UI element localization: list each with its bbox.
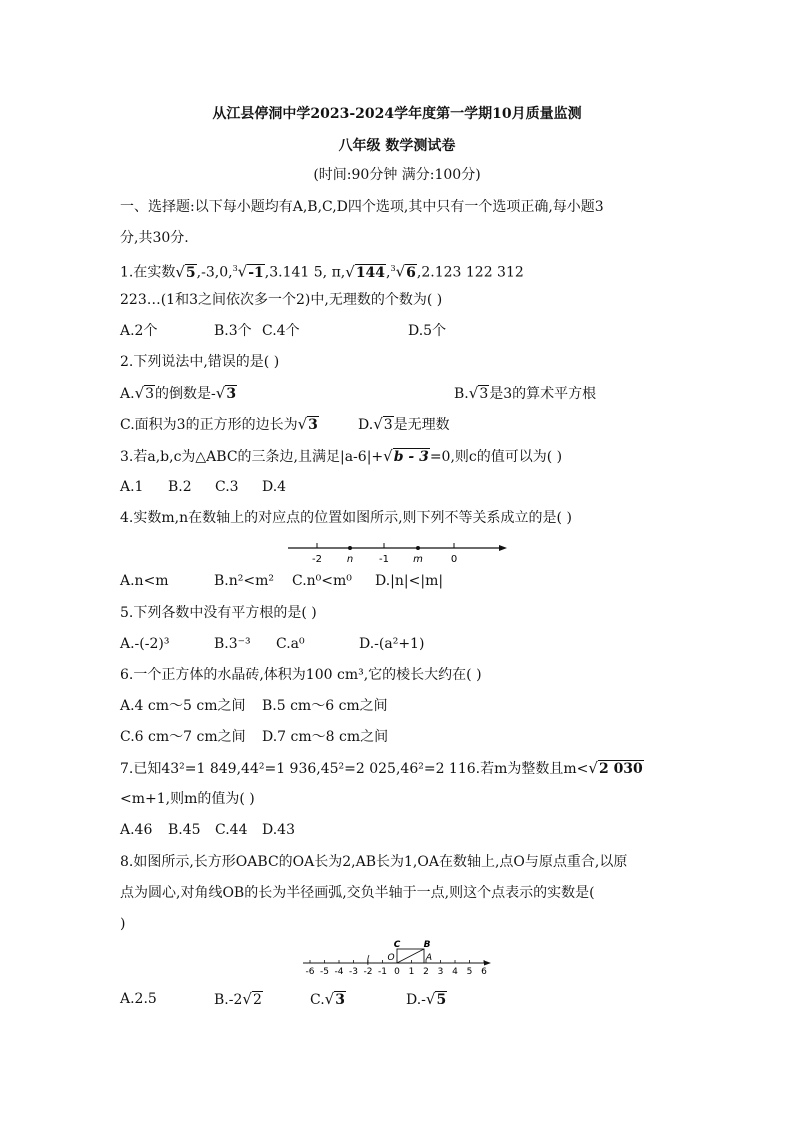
q8-option-c[interactable]: C.√3 bbox=[310, 990, 345, 1008]
tick-label: -4 bbox=[334, 967, 344, 977]
point-c: C bbox=[393, 940, 401, 950]
q1-option-a[interactable]: A.2个 bbox=[120, 323, 158, 339]
sqrt-5: √5 bbox=[175, 262, 196, 281]
cbrt-neg-1: $^3$√-1 bbox=[232, 262, 264, 281]
question-4-stem: 4.实数m,n在数轴上的对应点的位置如图所示,则下列不等关系成立的是( ) bbox=[120, 510, 572, 526]
q5-option-c[interactable]: C.a⁰ bbox=[276, 636, 305, 652]
question-8-stem: 8.如图所示,长方形OABC的OA长为2,AB长为1,OA在数轴上,点O与原点重合,以原 bbox=[120, 854, 628, 870]
axis-label-neg2: -2 bbox=[312, 554, 322, 565]
number-line-q4 bbox=[283, 537, 513, 571]
tick-label: 4 bbox=[452, 967, 458, 977]
point-b: B bbox=[423, 940, 431, 950]
q2-option-c[interactable]: C.面积为3的正方形的边长为√3 bbox=[120, 415, 318, 433]
q8-option-a[interactable]: A.2.5 bbox=[120, 991, 157, 1007]
sqrt-144: √144 bbox=[345, 262, 386, 281]
q4-option-c[interactable]: C.n⁰<m⁰ bbox=[292, 573, 352, 589]
tick-label: 6 bbox=[481, 967, 487, 977]
q4-option-a[interactable]: A.n<m bbox=[120, 573, 169, 589]
question-7-stem: 7.已知43²=1 849,44²=1 936,45²=2 025,46²=2 116.若m为整数且m<√2 030 bbox=[120, 759, 643, 777]
question-2-stem: 2.下列说法中,错误的是( ) bbox=[120, 354, 280, 370]
exam-subtitle: 八年级 数学测试卷 bbox=[338, 138, 456, 154]
axis-label-0: 0 bbox=[450, 554, 458, 565]
q6-option-b[interactable]: B.5 cm～6 cm之间 bbox=[262, 698, 388, 714]
q2-option-a[interactable]: A.√3的倒数是-√3 bbox=[120, 384, 237, 402]
q5-option-d[interactable]: D.-(a²+1) bbox=[359, 636, 425, 652]
q2-option-d[interactable]: D.√3是无理数 bbox=[358, 415, 450, 433]
q1-option-d[interactable]: D.5个 bbox=[408, 323, 447, 339]
q3-option-c[interactable]: C.3 bbox=[215, 479, 239, 495]
tick-label: -5 bbox=[320, 967, 329, 977]
section-instructions-cont: 分,共30分. bbox=[120, 230, 189, 246]
cbrt-6: $^3$√6 bbox=[390, 262, 416, 281]
question-8-stem-cont: 点为圆心,对角线OB的长为半径画弧,交负半轴于一点,则这个点表示的实数是( bbox=[120, 885, 595, 901]
question-6-stem: 6.一个正方体的水晶砖,体积为100 cm³,它的棱长大约在( ) bbox=[120, 667, 482, 683]
q5-option-a[interactable]: A.-(-2)³ bbox=[120, 636, 170, 652]
diagonal-ob bbox=[397, 949, 424, 963]
q3-option-b[interactable]: B.2 bbox=[168, 479, 192, 495]
q3-option-d[interactable]: D.4 bbox=[262, 479, 287, 495]
tick-label: 0 bbox=[394, 967, 400, 977]
q6-option-d[interactable]: D.7 cm～8 cm之间 bbox=[262, 729, 389, 745]
q7-option-c[interactable]: C.44 bbox=[215, 822, 248, 838]
tick-label: 2 bbox=[423, 967, 429, 977]
axis-label-neg1: -1 bbox=[379, 554, 389, 565]
q1-option-c[interactable]: C.4个 bbox=[262, 323, 300, 339]
q7-option-d[interactable]: D.43 bbox=[262, 822, 295, 838]
question-1-stem-cont: 223…(1和3之间依次多一个2)中,无理数的个数为( ) bbox=[120, 292, 443, 308]
section-instructions: 一、选择题:以下每小题均有A,B,C,D四个选项,其中只有一个选项正确,每小题3 bbox=[120, 199, 604, 215]
number-line-q8 bbox=[300, 936, 495, 984]
question-7-stem-cont: <m+1,则m的值为( ) bbox=[120, 791, 255, 807]
q2-option-b[interactable]: B.√3是3的算术平方根 bbox=[454, 384, 597, 402]
point-a: A bbox=[425, 953, 433, 963]
q3-option-a[interactable]: A.1 bbox=[120, 479, 144, 495]
axis-label-m: m bbox=[413, 554, 423, 565]
axis-label-n: n bbox=[346, 554, 354, 565]
q5-option-b[interactable]: B.3⁻³ bbox=[214, 636, 251, 652]
q4-option-b[interactable]: B.n²<m² bbox=[214, 573, 274, 589]
q6-option-c[interactable]: C.6 cm～7 cm之间 bbox=[120, 729, 246, 745]
question-3-stem: 3.若a,b,c为△ABC的三条边,且满足|a-6|+√b - 3=0,则c的值可以为( ) bbox=[120, 447, 563, 465]
question-5-stem: 5.下列各数中没有平方根的是( ) bbox=[120, 605, 317, 621]
exam-meta: (时间:90分钟 满分:100分) bbox=[313, 167, 481, 183]
tick-label: -3 bbox=[349, 967, 358, 977]
tick-label: -2 bbox=[363, 967, 373, 977]
sqrt-b-minus-3: √b - 3 bbox=[383, 447, 429, 465]
sqrt-2030: √2 030 bbox=[588, 759, 643, 777]
q7-option-b[interactable]: B.45 bbox=[168, 822, 201, 838]
tick-label: -6 bbox=[305, 967, 315, 977]
point-o: O bbox=[387, 953, 395, 963]
q8-option-b[interactable]: B.-2√2 bbox=[214, 990, 262, 1008]
tick-label: 5 bbox=[466, 967, 473, 977]
tick-label: 3 bbox=[437, 967, 444, 977]
q8-option-d[interactable]: D.-√5 bbox=[406, 990, 447, 1008]
question-8-stem-end: ) bbox=[120, 916, 126, 932]
question-1-stem: 1.在实数√5,-3,0,$^3$√-1,3.141 5, π,√144,$^3$√6,2.123 122 312 bbox=[120, 260, 524, 282]
q7-option-a[interactable]: A.46 bbox=[120, 822, 153, 838]
tick-label: 1 bbox=[408, 967, 415, 977]
q1-option-b[interactable]: B.3个 bbox=[214, 323, 252, 339]
q6-option-a[interactable]: A.4 cm～5 cm之间 bbox=[120, 698, 246, 714]
q4-option-d[interactable]: D.|n|<|m| bbox=[375, 573, 444, 589]
tick-label: -1 bbox=[378, 967, 387, 977]
exam-title: 从江县停洞中学2023-2024学年度第一学期10月质量监测 bbox=[212, 106, 582, 122]
